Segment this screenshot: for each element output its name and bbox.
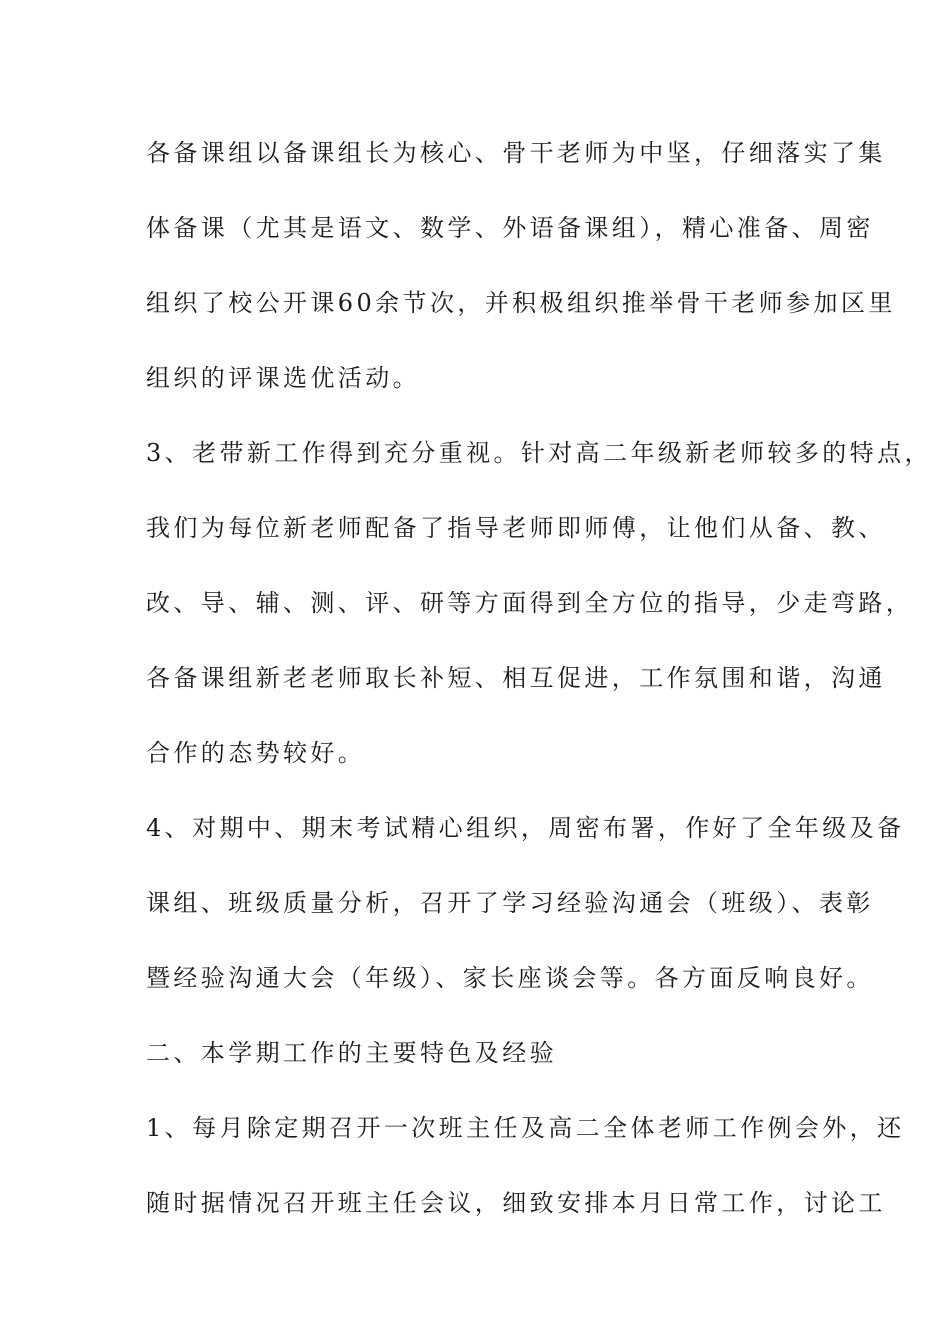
text-line: 3、老带新工作得到充分重视。针对高二年级新老师较多的特点， [146, 439, 932, 467]
text-line: 暨经验沟通大会（年级）、家长座谈会等。各方面反响良好。 [146, 964, 874, 992]
text-line: 组织的评课选优活动。 [146, 364, 420, 392]
text-line: 随时据情况召开班主任会议，细致安排本月日常工作，讨论工 [146, 1189, 886, 1217]
text-line: 我们为每位新老师配备了指导老师即师傅，让他们从备、教、 [146, 514, 886, 542]
text-line: 各备课组新老老师取长补短、相互促进，工作氛围和谐，沟通 [146, 664, 886, 692]
text-line: 1、每月除定期召开一次班主任及高二全体老师工作例会外，还 [146, 1114, 905, 1142]
text-line: 各备课组以备课组长为核心、骨干老师为中坚，仔细落实了集 [146, 139, 886, 167]
text-line: 课组、班级质量分析，召开了学习经验沟通会（班级）、表彰 [146, 889, 874, 917]
text-line: 体备课（尤其是语文、数学、外语备课组），精心准备、周密 [146, 214, 874, 242]
section-heading: 二、本学期工作的主要特色及经验 [146, 1039, 557, 1067]
text-line: 组织了校公开课60余节次，并积极组织推举骨干老师参加区里 [146, 289, 896, 317]
text-line: 合作的态势较好。 [146, 739, 366, 767]
text-line: 4、对期中、期末考试精心组织，周密布署，作好了全年级及备 [146, 814, 905, 842]
text-line: 改、导、辅、测、评、研等方面得到全方位的指导，少走弯路， [146, 589, 914, 617]
document-body [146, 128, 932, 1253]
